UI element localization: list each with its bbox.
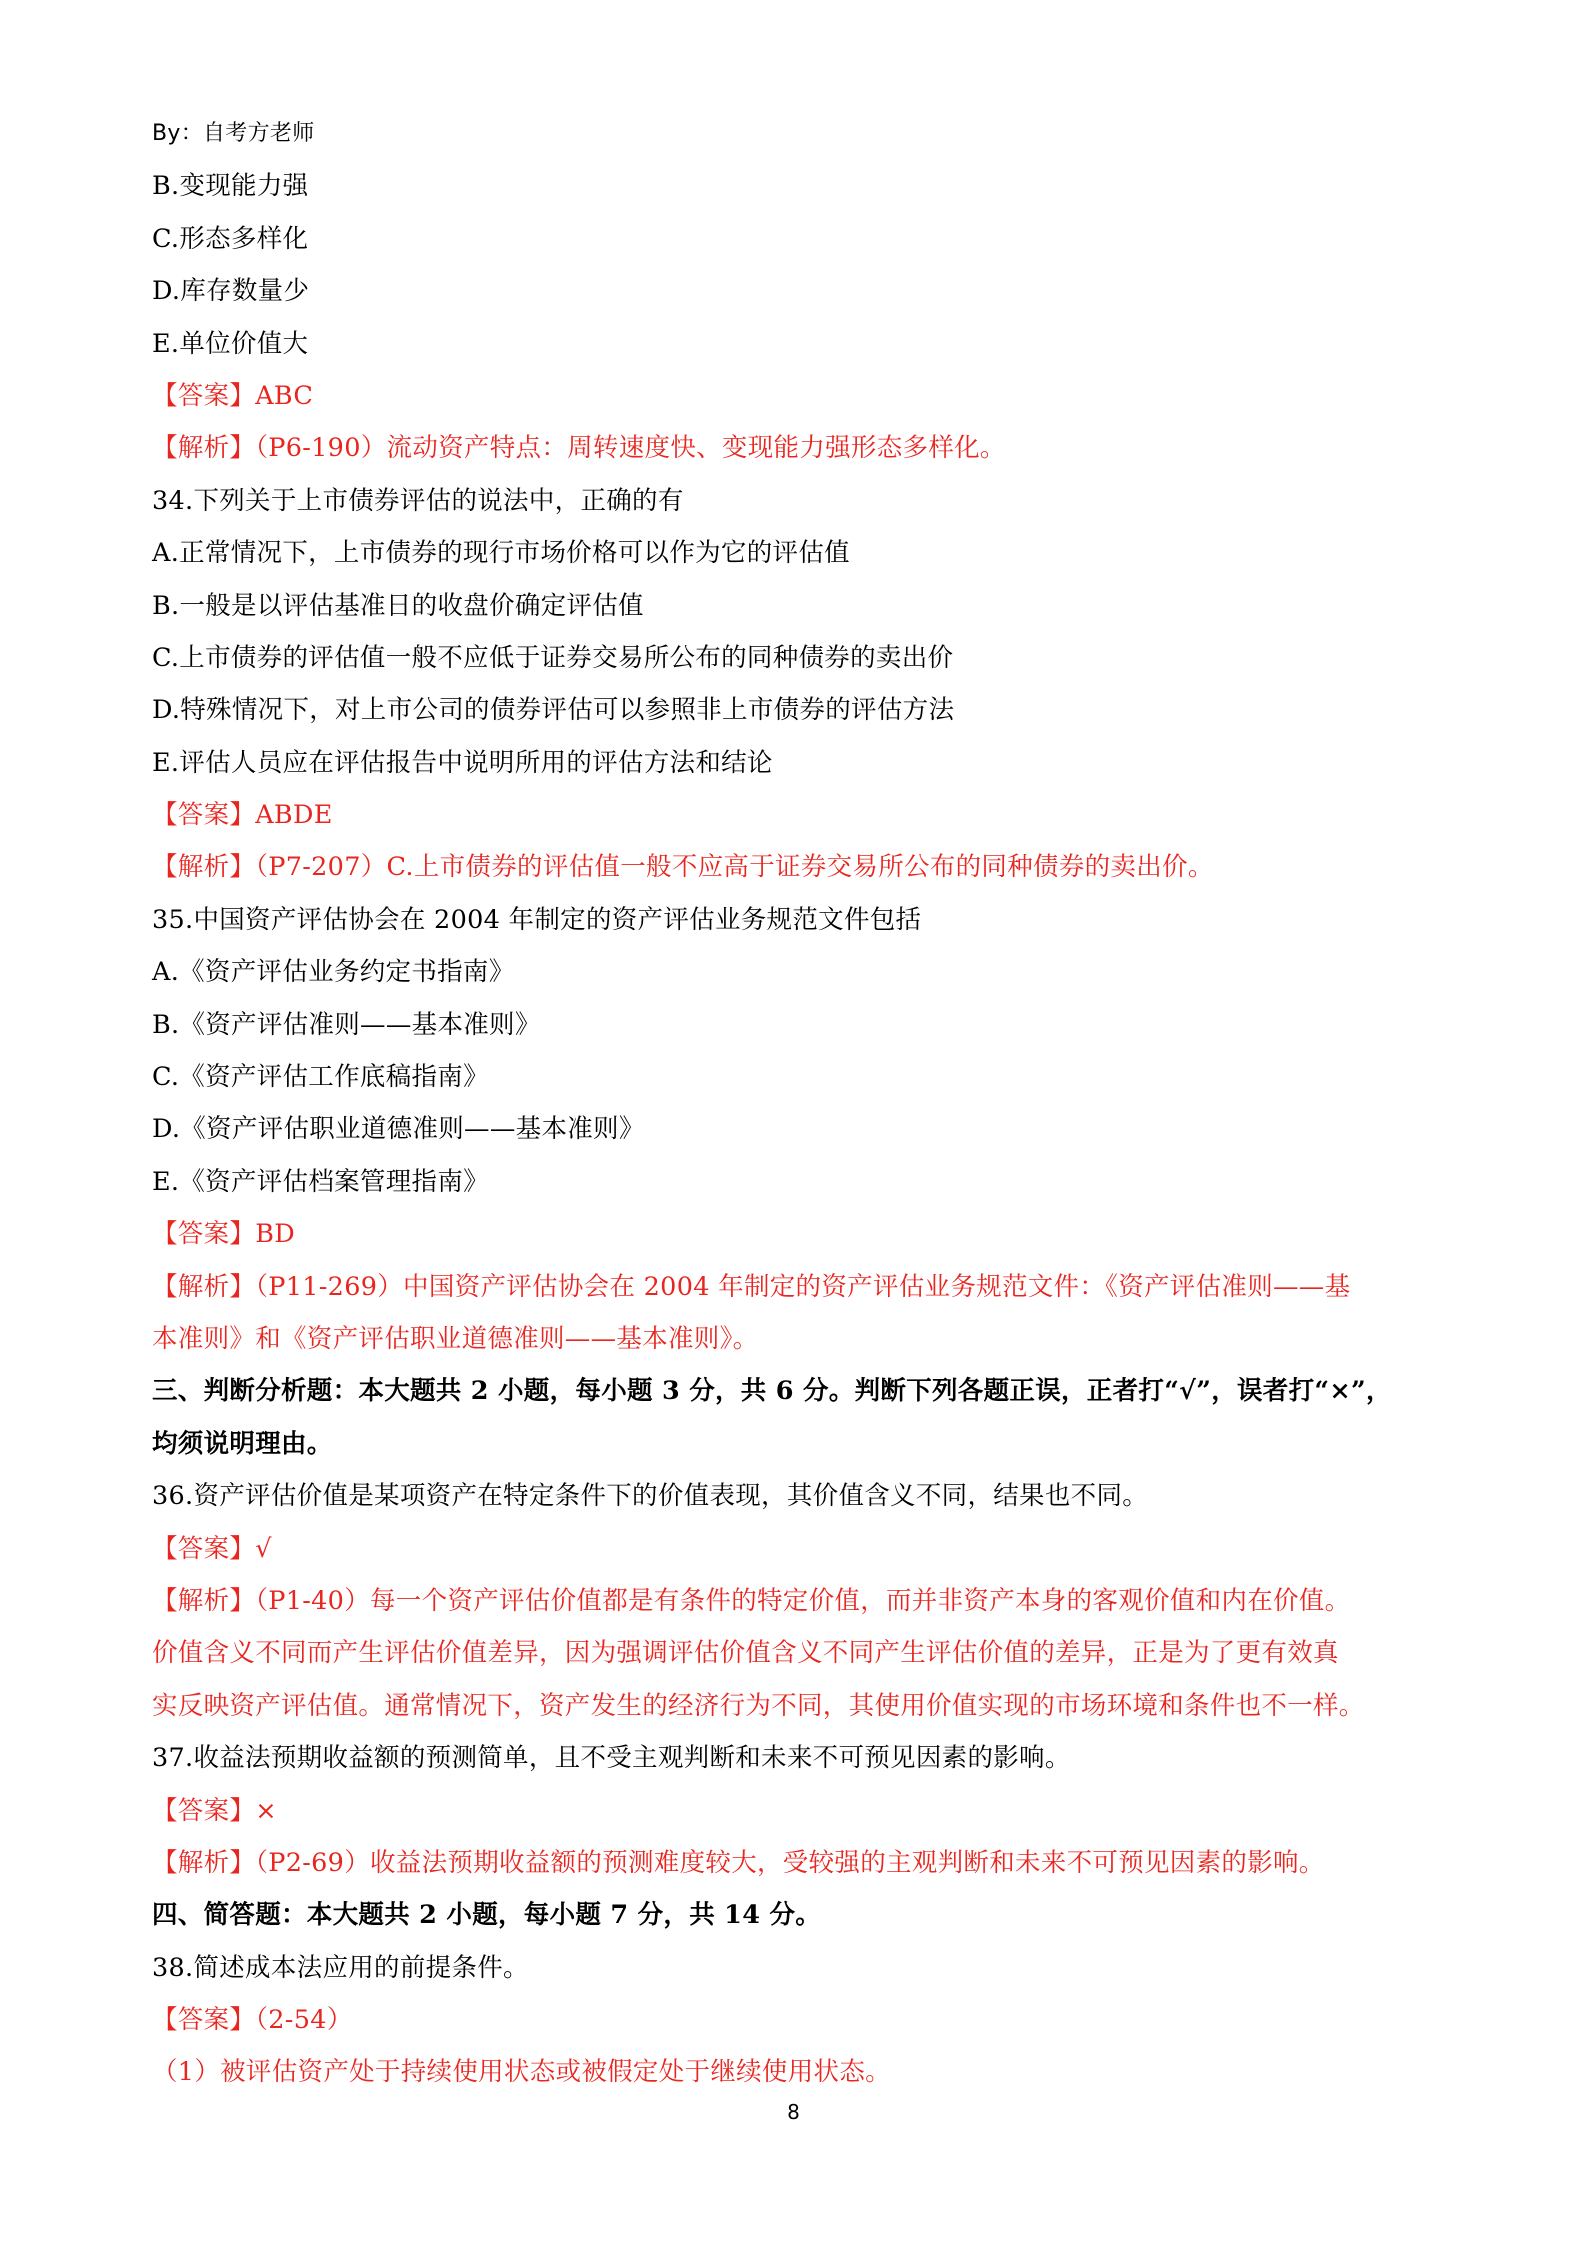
question-line: D.《资产评估职业道德准则——基本准则》: [152, 1114, 645, 1145]
question-line: E.《资产评估档案管理指南》: [152, 1166, 489, 1197]
section-heading: 四、简答题：本大题共 2 小题，每小题 7 分，共 14 分。: [152, 1900, 822, 1931]
analysis-line: 【解析】（P1-40）每一个资产评估价值都是有条件的特定价值，而并非资产本身的客观价值和内在价值。: [152, 1585, 1351, 1616]
question-line: A.《资产评估业务约定书指南》: [152, 957, 515, 988]
answer-line: 【答案】×: [152, 1795, 277, 1826]
answer-line: 【答案】ABDE: [152, 800, 333, 831]
page-number: 8: [787, 2100, 800, 2124]
question-line: A.正常情况下，上市债券的现行市场价格可以作为它的评估值: [152, 538, 850, 569]
analysis-line: 实反映资产评估值。通常情况下，资产发生的经济行为不同，其使用价值实现的市场环境和条件也不一样。: [152, 1690, 1365, 1721]
analysis-line: 【解析】（P2-69）收益法预期收益额的预测难度较大，受较强的主观判断和未来不可预见因素的影响。: [152, 1847, 1325, 1878]
section-heading: 均须说明理由。: [152, 1428, 333, 1459]
answer-line: 【答案】BD: [152, 1219, 295, 1250]
author-line: By：自考方老师: [152, 121, 315, 146]
question-line: 38.简述成本法应用的前提条件。: [152, 1952, 529, 1983]
question-line: 36.资产评估价值是某项资产在特定条件下的价值表现，其价值含义不同，结果也不同。: [152, 1481, 1149, 1512]
question-line: E.单位价值大: [152, 328, 309, 359]
analysis-line: 【解析】（P11-269）中国资产评估协会在 2004 年制定的资产评估业务规范文件：《资产评估准则——基: [152, 1271, 1351, 1302]
question-line: B.变现能力强: [152, 171, 309, 202]
question-line: C.形态多样化: [152, 223, 309, 254]
question-line: D.特殊情况下，对上市公司的债券评估可以参照非上市债券的评估方法: [152, 695, 955, 726]
answer-line: 【答案】ABC: [152, 380, 314, 411]
question-line: C.《资产评估工作底稿指南》: [152, 1062, 489, 1093]
question-line: E.评估人员应在评估报告中说明所用的评估方法和结论: [152, 747, 773, 778]
document-body: [152, 108, 1452, 2099]
question-line: B.《资产评估准则——基本准则》: [152, 1009, 541, 1040]
question-line: 34.下列关于上市债券评估的说法中，正确的有: [152, 485, 684, 516]
analysis-line: 【解析】（P7-207）C.上市债券的评估值一般不应高于证券交易所公布的同种债券的卖出价。: [152, 852, 1214, 883]
analysis-line: 本准则》和《资产评估职业道德准则——基本准则》。: [152, 1323, 759, 1354]
answer-line: 【答案】√: [152, 1533, 272, 1564]
analysis-line: 价值含义不同而产生评估价值差异，因为强调评估价值含义不同产生评估价值的差异，正是为了更有效真: [152, 1638, 1339, 1669]
question-line: 37.收益法预期收益额的预测简单，且不受主观判断和未来不可预见因素的影响。: [152, 1743, 1071, 1774]
question-line: 35.中国资产评估协会在 2004 年制定的资产评估业务规范文件包括: [152, 904, 922, 935]
section-heading: 三、判断分析题：本大题共 2 小题，每小题 3 分，共 6 分。判断下列各题正误，正者打“√”，误者打“×”，: [152, 1376, 1392, 1407]
content-lines: [152, 160, 1452, 2098]
analysis-line: 【解析】（P6-190）流动资产特点：周转速度快、变现能力强形态多样化。: [152, 433, 1006, 464]
answer-line: 【答案】（2-54）: [152, 2005, 353, 2036]
question-line: D.库存数量少: [152, 276, 310, 307]
question-line: B.一般是以评估基准日的收盘价确定评估值: [152, 590, 644, 621]
question-line: C.上市债券的评估值一般不应低于证券交易所公布的同种债券的卖出价: [152, 642, 954, 673]
analysis-line: （1）被评估资产处于持续使用状态或被假定处于继续使用状态。: [152, 2057, 891, 2088]
